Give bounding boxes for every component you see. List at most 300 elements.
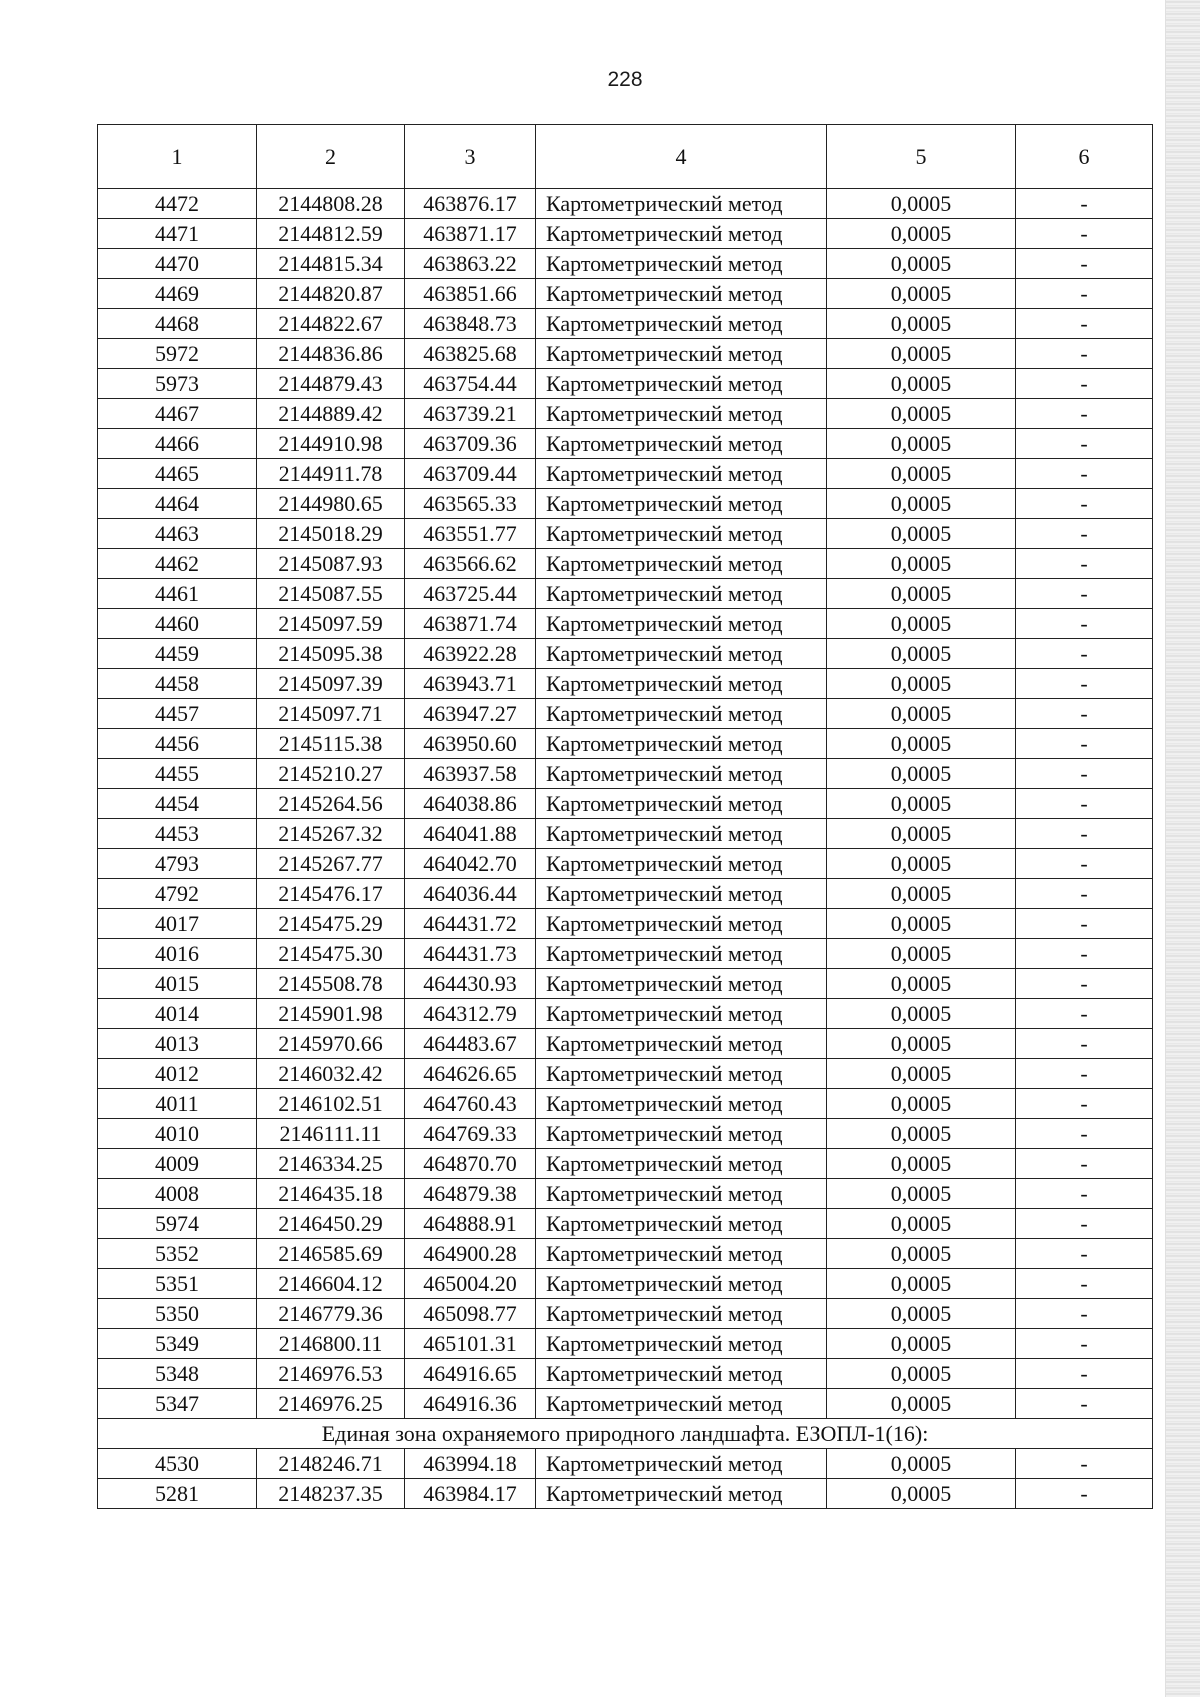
y-coordinate-cell: 464870.70: [405, 1149, 536, 1179]
method-cell: Картометрический метод: [536, 759, 827, 789]
point-number-cell: 4017: [98, 909, 257, 939]
accuracy-cell: 0,0005: [827, 189, 1016, 219]
header-col-2: 2: [257, 125, 405, 189]
x-coordinate-cell: 2146032.42: [257, 1059, 405, 1089]
y-coordinate-cell: 463950.60: [405, 729, 536, 759]
x-coordinate-cell: 2145115.38: [257, 729, 405, 759]
page-number: 228: [607, 68, 643, 91]
description-cell: -: [1016, 1089, 1153, 1119]
y-coordinate-cell: 463565.33: [405, 489, 536, 519]
point-number-cell: 5351: [98, 1269, 257, 1299]
method-cell: Картометрический метод: [536, 1029, 827, 1059]
x-coordinate-cell: 2144836.86: [257, 339, 405, 369]
y-coordinate-cell: 463754.44: [405, 369, 536, 399]
x-coordinate-cell: 2145901.98: [257, 999, 405, 1029]
x-coordinate-cell: 2145508.78: [257, 969, 405, 999]
point-number-cell: 4458: [98, 669, 257, 699]
description-cell: -: [1016, 1269, 1153, 1299]
description-cell: -: [1016, 969, 1153, 999]
table-row: [98, 1059, 1153, 1089]
point-number-cell: 4793: [98, 849, 257, 879]
description-cell: -: [1016, 729, 1153, 759]
y-coordinate-cell: 465101.31: [405, 1329, 536, 1359]
header-col-1: 1: [98, 125, 257, 189]
x-coordinate-cell: 2144822.67: [257, 309, 405, 339]
x-coordinate-cell: 2146435.18: [257, 1179, 405, 1209]
point-number-cell: 4455: [98, 759, 257, 789]
point-number-cell: 5973: [98, 369, 257, 399]
description-cell: -: [1016, 1479, 1153, 1509]
y-coordinate-cell: 464431.72: [405, 909, 536, 939]
y-coordinate-cell: 463863.22: [405, 249, 536, 279]
x-coordinate-cell: 2144820.87: [257, 279, 405, 309]
x-coordinate-cell: 2144879.43: [257, 369, 405, 399]
table-row: [98, 609, 1153, 639]
description-cell: -: [1016, 1359, 1153, 1389]
description-cell: -: [1016, 639, 1153, 669]
accuracy-cell: 0,0005: [827, 819, 1016, 849]
method-cell: Картометрический метод: [536, 879, 827, 909]
table-row: [98, 759, 1153, 789]
description-cell: -: [1016, 699, 1153, 729]
y-coordinate-cell: 463994.18: [405, 1449, 536, 1479]
method-cell: Картометрический метод: [536, 939, 827, 969]
accuracy-cell: 0,0005: [827, 1209, 1016, 1239]
x-coordinate-cell: 2146334.25: [257, 1149, 405, 1179]
y-coordinate-cell: 464042.70: [405, 849, 536, 879]
method-cell: Картометрический метод: [536, 1239, 827, 1269]
description-cell: -: [1016, 1209, 1153, 1239]
y-coordinate-cell: 464760.43: [405, 1089, 536, 1119]
method-cell: Картометрический метод: [536, 1059, 827, 1089]
accuracy-cell: 0,0005: [827, 729, 1016, 759]
table-row: [98, 1029, 1153, 1059]
description-cell: -: [1016, 1239, 1153, 1269]
point-number-cell: 4457: [98, 699, 257, 729]
description-cell: -: [1016, 1149, 1153, 1179]
point-number-cell: 4530: [98, 1449, 257, 1479]
description-cell: -: [1016, 459, 1153, 489]
y-coordinate-cell: 463947.27: [405, 699, 536, 729]
accuracy-cell: 0,0005: [827, 369, 1016, 399]
accuracy-cell: 0,0005: [827, 1149, 1016, 1179]
point-number-cell: 4460: [98, 609, 257, 639]
accuracy-cell: 0,0005: [827, 1089, 1016, 1119]
accuracy-cell: 0,0005: [827, 1119, 1016, 1149]
accuracy-cell: 0,0005: [827, 549, 1016, 579]
method-cell: Картометрический метод: [536, 1329, 827, 1359]
y-coordinate-cell: 463709.36: [405, 429, 536, 459]
table-row: [98, 789, 1153, 819]
y-coordinate-cell: 463984.17: [405, 1479, 536, 1509]
table-row: [98, 1329, 1153, 1359]
x-coordinate-cell: 2146779.36: [257, 1299, 405, 1329]
point-number-cell: 4010: [98, 1119, 257, 1149]
description-cell: -: [1016, 939, 1153, 969]
description-cell: -: [1016, 249, 1153, 279]
header-col-4: 4: [536, 125, 827, 189]
method-cell: Картометрический метод: [536, 1449, 827, 1479]
description-cell: -: [1016, 1179, 1153, 1209]
method-cell: Картометрический метод: [536, 699, 827, 729]
accuracy-cell: 0,0005: [827, 429, 1016, 459]
table-row: [98, 579, 1153, 609]
y-coordinate-cell: 464879.38: [405, 1179, 536, 1209]
accuracy-cell: 0,0005: [827, 639, 1016, 669]
point-number-cell: 4464: [98, 489, 257, 519]
description-cell: -: [1016, 369, 1153, 399]
method-cell: Картометрический метод: [536, 399, 827, 429]
accuracy-cell: 0,0005: [827, 1179, 1016, 1209]
table-row: [98, 429, 1153, 459]
accuracy-cell: 0,0005: [827, 1329, 1016, 1359]
x-coordinate-cell: 2145095.38: [257, 639, 405, 669]
description-cell: -: [1016, 609, 1153, 639]
method-cell: Картометрический метод: [536, 249, 827, 279]
y-coordinate-cell: 463566.62: [405, 549, 536, 579]
y-coordinate-cell: 463922.28: [405, 639, 536, 669]
point-number-cell: 4461: [98, 579, 257, 609]
y-coordinate-cell: 464036.44: [405, 879, 536, 909]
point-number-cell: 4014: [98, 999, 257, 1029]
zone-heading-row: [98, 1419, 1153, 1449]
description-cell: -: [1016, 759, 1153, 789]
method-cell: Картометрический метод: [536, 1389, 827, 1419]
y-coordinate-cell: 465098.77: [405, 1299, 536, 1329]
table-row: [98, 519, 1153, 549]
method-cell: Картометрический метод: [536, 549, 827, 579]
y-coordinate-cell: 463871.74: [405, 609, 536, 639]
y-coordinate-cell: 464431.73: [405, 939, 536, 969]
x-coordinate-cell: 2144812.59: [257, 219, 405, 249]
header-col-6: 6: [1016, 125, 1153, 189]
point-number-cell: 4472: [98, 189, 257, 219]
point-number-cell: 4456: [98, 729, 257, 759]
method-cell: Картометрический метод: [536, 489, 827, 519]
method-cell: Картометрический метод: [536, 1299, 827, 1329]
accuracy-cell: 0,0005: [827, 879, 1016, 909]
x-coordinate-cell: 2146585.69: [257, 1239, 405, 1269]
x-coordinate-cell: 2146450.29: [257, 1209, 405, 1239]
method-cell: Картометрический метод: [536, 339, 827, 369]
header-col-3: 3: [405, 125, 536, 189]
method-cell: Картометрический метод: [536, 969, 827, 999]
point-number-cell: 4008: [98, 1179, 257, 1209]
point-number-cell: 4468: [98, 309, 257, 339]
accuracy-cell: 0,0005: [827, 309, 1016, 339]
method-cell: Картометрический метод: [536, 1359, 827, 1389]
y-coordinate-cell: 464038.86: [405, 789, 536, 819]
x-coordinate-cell: 2145087.93: [257, 549, 405, 579]
x-coordinate-cell: 2145097.59: [257, 609, 405, 639]
method-cell: Картометрический метод: [536, 849, 827, 879]
table-row: [98, 1089, 1153, 1119]
table-row: [98, 399, 1153, 429]
y-coordinate-cell: 463739.21: [405, 399, 536, 429]
method-cell: Картометрический метод: [536, 309, 827, 339]
x-coordinate-cell: 2145475.29: [257, 909, 405, 939]
table-row: [98, 909, 1153, 939]
x-coordinate-cell: 2144910.98: [257, 429, 405, 459]
x-coordinate-cell: 2145267.32: [257, 819, 405, 849]
y-coordinate-cell: 464041.88: [405, 819, 536, 849]
point-number-cell: 4467: [98, 399, 257, 429]
x-coordinate-cell: 2146976.53: [257, 1359, 405, 1389]
table-row: [98, 999, 1153, 1029]
method-cell: Картометрический метод: [536, 1209, 827, 1239]
x-coordinate-cell: 2145475.30: [257, 939, 405, 969]
table-row: [98, 1119, 1153, 1149]
x-coordinate-cell: 2146604.12: [257, 1269, 405, 1299]
table-row: [98, 1299, 1153, 1329]
x-coordinate-cell: 2144911.78: [257, 459, 405, 489]
description-cell: -: [1016, 819, 1153, 849]
x-coordinate-cell: 2145097.39: [257, 669, 405, 699]
description-cell: -: [1016, 279, 1153, 309]
y-coordinate-cell: 463851.66: [405, 279, 536, 309]
point-number-cell: 5972: [98, 339, 257, 369]
accuracy-cell: 0,0005: [827, 909, 1016, 939]
point-number-cell: 5348: [98, 1359, 257, 1389]
accuracy-cell: 0,0005: [827, 699, 1016, 729]
accuracy-cell: 0,0005: [827, 759, 1016, 789]
x-coordinate-cell: 2148246.71: [257, 1449, 405, 1479]
method-cell: Картометрический метод: [536, 429, 827, 459]
method-cell: Картометрический метод: [536, 789, 827, 819]
x-coordinate-cell: 2148237.35: [257, 1479, 405, 1509]
accuracy-cell: 0,0005: [827, 249, 1016, 279]
point-number-cell: 5350: [98, 1299, 257, 1329]
table-row: [98, 249, 1153, 279]
method-cell: Картометрический метод: [536, 639, 827, 669]
point-number-cell: 4470: [98, 249, 257, 279]
description-cell: -: [1016, 1029, 1153, 1059]
point-number-cell: 4009: [98, 1149, 257, 1179]
method-cell: Картометрический метод: [536, 1089, 827, 1119]
method-cell: Картометрический метод: [536, 609, 827, 639]
y-coordinate-cell: 464888.91: [405, 1209, 536, 1239]
accuracy-cell: 0,0005: [827, 789, 1016, 819]
table-row: [98, 1239, 1153, 1269]
header-row: [98, 125, 1153, 189]
table-row: [98, 939, 1153, 969]
x-coordinate-cell: 2145018.29: [257, 519, 405, 549]
y-coordinate-cell: 463871.17: [405, 219, 536, 249]
method-cell: Картометрический метод: [536, 189, 827, 219]
method-cell: Картометрический метод: [536, 1479, 827, 1509]
description-cell: -: [1016, 429, 1153, 459]
description-cell: -: [1016, 1329, 1153, 1359]
accuracy-cell: 0,0005: [827, 849, 1016, 879]
description-cell: -: [1016, 909, 1153, 939]
accuracy-cell: 0,0005: [827, 939, 1016, 969]
x-coordinate-cell: 2144808.28: [257, 189, 405, 219]
accuracy-cell: 0,0005: [827, 1389, 1016, 1419]
table-row: [98, 279, 1153, 309]
accuracy-cell: 0,0005: [827, 609, 1016, 639]
method-cell: Картометрический метод: [536, 519, 827, 549]
point-number-cell: 4462: [98, 549, 257, 579]
point-number-cell: 5349: [98, 1329, 257, 1359]
x-coordinate-cell: 2144980.65: [257, 489, 405, 519]
description-cell: -: [1016, 849, 1153, 879]
accuracy-cell: 0,0005: [827, 669, 1016, 699]
table-row: [98, 489, 1153, 519]
description-cell: -: [1016, 549, 1153, 579]
point-number-cell: 4792: [98, 879, 257, 909]
method-cell: Картометрический метод: [536, 999, 827, 1029]
table-row: [98, 1149, 1153, 1179]
table-row: [98, 969, 1153, 999]
accuracy-cell: 0,0005: [827, 339, 1016, 369]
x-coordinate-cell: 2145970.66: [257, 1029, 405, 1059]
y-coordinate-cell: 463943.71: [405, 669, 536, 699]
accuracy-cell: 0,0005: [827, 1359, 1016, 1389]
x-coordinate-cell: 2146111.11: [257, 1119, 405, 1149]
y-coordinate-cell: 463709.44: [405, 459, 536, 489]
x-coordinate-cell: 2145264.56: [257, 789, 405, 819]
y-coordinate-cell: 464483.67: [405, 1029, 536, 1059]
table-row: [98, 819, 1153, 849]
x-coordinate-cell: 2146800.11: [257, 1329, 405, 1359]
point-number-cell: 4469: [98, 279, 257, 309]
x-coordinate-cell: 2145267.77: [257, 849, 405, 879]
point-number-cell: 4012: [98, 1059, 257, 1089]
table-row: [98, 1389, 1153, 1419]
table-row: [98, 1479, 1153, 1509]
accuracy-cell: 0,0005: [827, 1059, 1016, 1089]
table-row: [98, 1209, 1153, 1239]
y-coordinate-cell: 463848.73: [405, 309, 536, 339]
point-number-cell: 5281: [98, 1479, 257, 1509]
x-coordinate-cell: 2146102.51: [257, 1089, 405, 1119]
coordinates-table: [97, 124, 1153, 1509]
accuracy-cell: 0,0005: [827, 1449, 1016, 1479]
accuracy-cell: 0,0005: [827, 519, 1016, 549]
method-cell: Картометрический метод: [536, 1269, 827, 1299]
x-coordinate-cell: 2146976.25: [257, 1389, 405, 1419]
point-number-cell: 4016: [98, 939, 257, 969]
x-coordinate-cell: 2145097.71: [257, 699, 405, 729]
point-number-cell: 5347: [98, 1389, 257, 1419]
y-coordinate-cell: 464900.28: [405, 1239, 536, 1269]
table-row: [98, 849, 1153, 879]
y-coordinate-cell: 464916.36: [405, 1389, 536, 1419]
point-number-cell: 5352: [98, 1239, 257, 1269]
y-coordinate-cell: 464769.33: [405, 1119, 536, 1149]
y-coordinate-cell: 465004.20: [405, 1269, 536, 1299]
y-coordinate-cell: 464430.93: [405, 969, 536, 999]
table-row: [98, 729, 1153, 759]
table-row: [98, 699, 1153, 729]
method-cell: Картометрический метод: [536, 279, 827, 309]
accuracy-cell: 0,0005: [827, 969, 1016, 999]
table-row: [98, 219, 1153, 249]
header-col-5: 5: [827, 125, 1016, 189]
table-row: [98, 1359, 1153, 1389]
method-cell: Картометрический метод: [536, 909, 827, 939]
accuracy-cell: 0,0005: [827, 999, 1016, 1029]
accuracy-cell: 0,0005: [827, 1239, 1016, 1269]
description-cell: -: [1016, 1119, 1153, 1149]
y-coordinate-cell: 463551.77: [405, 519, 536, 549]
table-row: [98, 189, 1153, 219]
point-number-cell: 4471: [98, 219, 257, 249]
description-cell: -: [1016, 489, 1153, 519]
zone-heading: Единая зона охраняемого природного ландшафта. ЕЗОПЛ-1(16):: [98, 1419, 1153, 1449]
x-coordinate-cell: 2145087.55: [257, 579, 405, 609]
table-body: [98, 189, 1153, 1509]
table-row: [98, 639, 1153, 669]
accuracy-cell: 0,0005: [827, 579, 1016, 609]
y-coordinate-cell: 464916.65: [405, 1359, 536, 1389]
y-coordinate-cell: 464312.79: [405, 999, 536, 1029]
x-coordinate-cell: 2144815.34: [257, 249, 405, 279]
table-row: [98, 1179, 1153, 1209]
accuracy-cell: 0,0005: [827, 1479, 1016, 1509]
description-cell: -: [1016, 519, 1153, 549]
description-cell: -: [1016, 999, 1153, 1029]
description-cell: -: [1016, 189, 1153, 219]
point-number-cell: 5974: [98, 1209, 257, 1239]
accuracy-cell: 0,0005: [827, 459, 1016, 489]
table-row: [98, 1269, 1153, 1299]
y-coordinate-cell: 463937.58: [405, 759, 536, 789]
accuracy-cell: 0,0005: [827, 489, 1016, 519]
table-row: [98, 369, 1153, 399]
description-cell: -: [1016, 219, 1153, 249]
accuracy-cell: 0,0005: [827, 219, 1016, 249]
method-cell: Картометрический метод: [536, 459, 827, 489]
accuracy-cell: 0,0005: [827, 399, 1016, 429]
table-row: [98, 669, 1153, 699]
method-cell: Картометрический метод: [536, 219, 827, 249]
method-cell: Картометрический метод: [536, 579, 827, 609]
point-number-cell: 4015: [98, 969, 257, 999]
method-cell: Картометрический метод: [536, 369, 827, 399]
x-coordinate-cell: 2145476.17: [257, 879, 405, 909]
x-coordinate-cell: 2144889.42: [257, 399, 405, 429]
y-coordinate-cell: 463876.17: [405, 189, 536, 219]
table-row: [98, 1449, 1153, 1479]
accuracy-cell: 0,0005: [827, 1029, 1016, 1059]
table-row: [98, 309, 1153, 339]
accuracy-cell: 0,0005: [827, 1299, 1016, 1329]
method-cell: Картометрический метод: [536, 1149, 827, 1179]
description-cell: -: [1016, 579, 1153, 609]
method-cell: Картометрический метод: [536, 1179, 827, 1209]
point-number-cell: 4013: [98, 1029, 257, 1059]
point-number-cell: 4466: [98, 429, 257, 459]
point-number-cell: 4011: [98, 1089, 257, 1119]
method-cell: Картометрический метод: [536, 819, 827, 849]
table-row: [98, 549, 1153, 579]
y-coordinate-cell: 463725.44: [405, 579, 536, 609]
x-coordinate-cell: 2145210.27: [257, 759, 405, 789]
table-row: [98, 879, 1153, 909]
description-cell: -: [1016, 1059, 1153, 1089]
scan-edge: [1165, 0, 1200, 1697]
description-cell: -: [1016, 1449, 1153, 1479]
description-cell: -: [1016, 1299, 1153, 1329]
description-cell: -: [1016, 669, 1153, 699]
table-row: [98, 459, 1153, 489]
method-cell: Картометрический метод: [536, 1119, 827, 1149]
description-cell: -: [1016, 309, 1153, 339]
method-cell: Картометрический метод: [536, 729, 827, 759]
point-number-cell: 4465: [98, 459, 257, 489]
point-number-cell: 4454: [98, 789, 257, 819]
